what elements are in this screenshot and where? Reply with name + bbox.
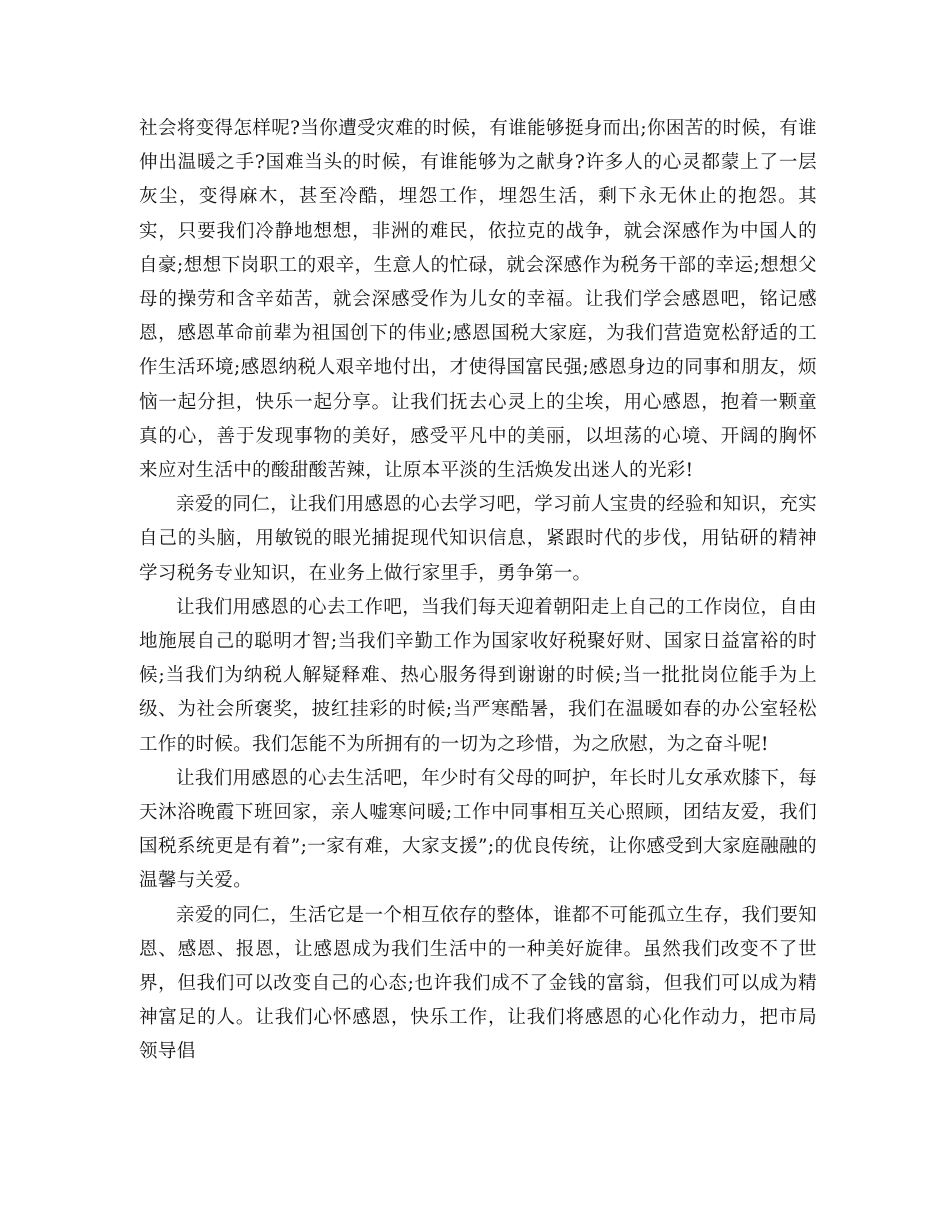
paragraph-1: 社会将变得怎样呢?当你遭受灾难的时候，有谁能够挺身而出;你困苦的时候，有谁伸出温暖之手?国难当头的时候，有谁能够为之献身?许多人的心灵都蒙上了一层灰尘，变得麻木，甚至冷酷，埋怨工作，埋怨生活，剩下永无休止的抱怨。其实，只要我们冷静地想想，非洲的难民，依拉克的战争，就会深感作为中国人的自豪;想想下岗职工的艰辛，生意人的忙碌，就会深感作为税务干部的幸运;想想父母的操劳和含辛茹苦，就会深感受作为儿女的幸福。让我们学会感恩吧，铭记感恩，感恩革命前辈为祖国创下的伟业;感恩国税大家庭，为我们营造宽松舒适的工作生活环境;感恩纳税人艰辛地付出，才使得国富民强;感恩身边的同事和朋友，烦恼一起分担，快乐一起分享。让我们抚去心灵上的尘埃，用心感恩，抱着一颗童真的心，善于发现事物的美好，感受平凡中的美丽，以坦荡的心境、开阔的胸怀来应对生活中的酸甜酸苦辣，让原本平淡的生活焕发出迷人的光彩! — [139, 118, 817, 482]
paragraph-3: 让我们用感恩的心去工作吧，当我们每天迎着朝阳走上自己的工作岗位，自由地施展自己的聪明才智;当我们辛勤工作为国家收好税聚好财、国家日益富裕的时候;当我们为纳税人解疑释难、热心服务得到谢谢的时候;当一批批岗位能手为上级、为社会所褒奖，披红挂彩的时候;当严寒酷暑，我们在温暖如春的办公室轻松工作的时候。我们怎能不为所拥有的一切为之珍惜，为之欣慰，为之奋斗呢! — [139, 596, 817, 755]
paragraph-2: 亲爱的同仁，让我们用感恩的心去学习吧，学习前人宝贵的经验和知识，充实自己的头脑，用敏锐的眼光捕捉现代知识信息，紧跟时代的步伐，用钻研的精神学习税务专业知识，在业务上做行家里手，勇争第一。 — [139, 494, 817, 584]
paragraph-4: 让我们用感恩的心去生活吧，年少时有父母的呵护，年长时儿女承欢膝下，每天沐浴晚霞下班回家，亲人嘘寒问暖;工作中同事相互关心照顾，团结友爱，我们国税系统更是有着”;一家有难，大家支援”;的优良传统，让你感受到大家庭融融的温馨与关爱。 — [139, 767, 817, 892]
paragraph-5: 亲爱的同仁，生活它是一个相互依存的整体，谁都不可能孤立生存，我们要知恩、感恩、报恩，让感恩成为我们生活中的一种美好旋律。虽然我们改变不了世界，但我们可以改变自己的心态;也许我们成不了金钱的富翁，但我们可以成为精神富足的人。让我们心怀感恩，快乐工作，让我们将感恩的心化作动力，把市局领导倡 — [139, 904, 817, 1063]
document-body — [139, 112, 817, 1070]
